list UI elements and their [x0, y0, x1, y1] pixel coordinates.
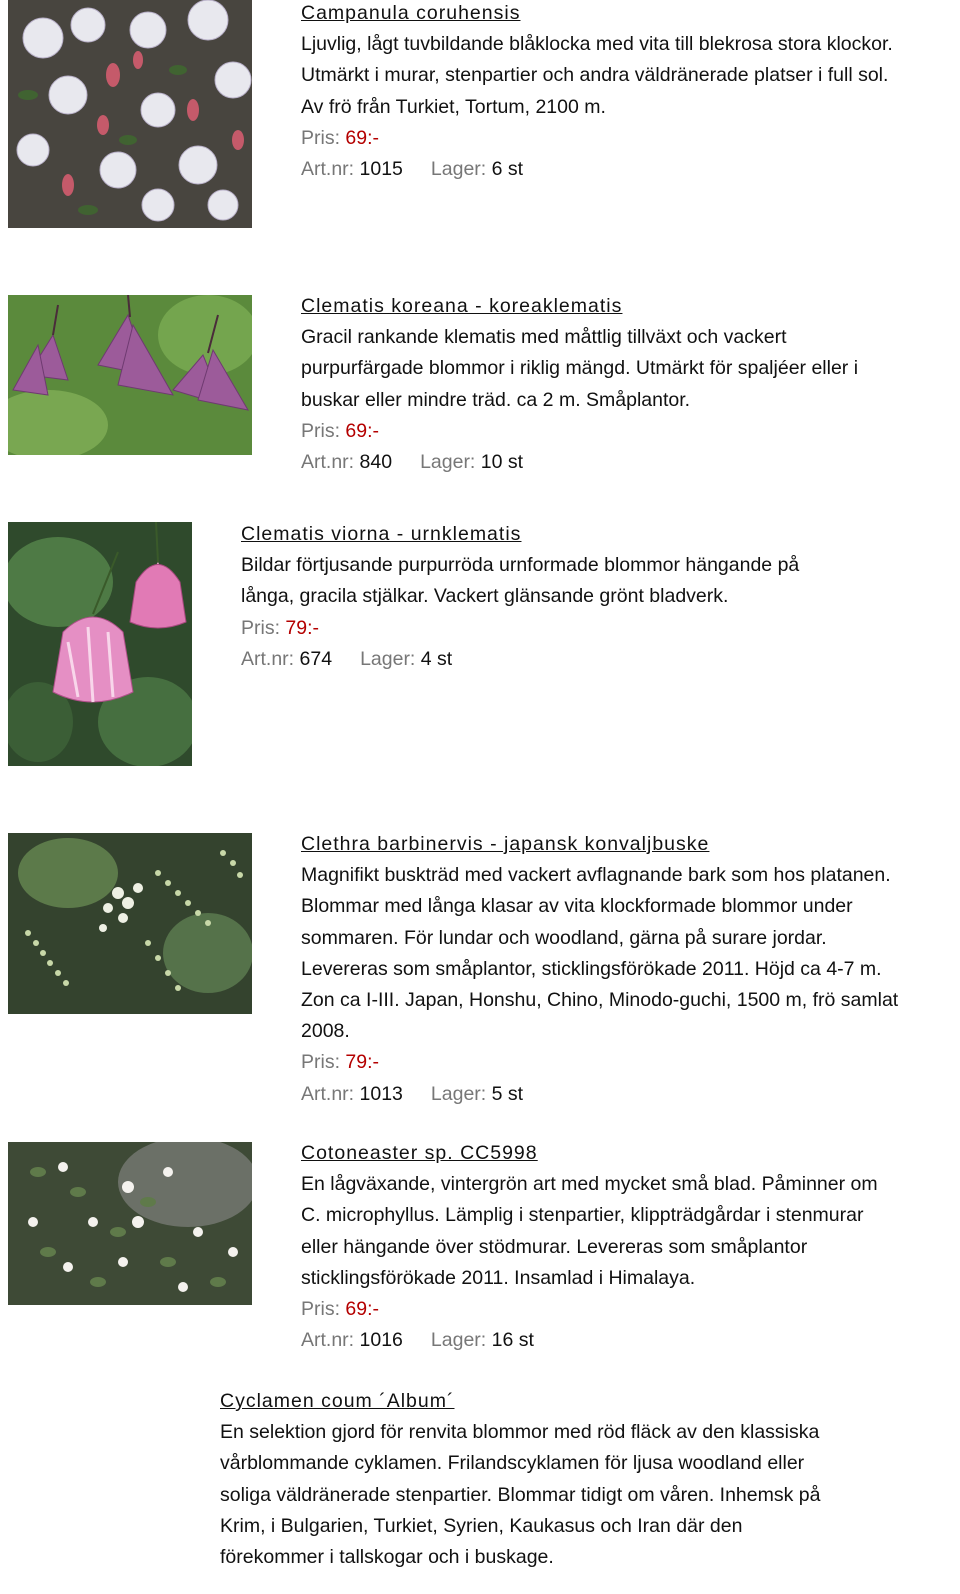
product-title[interactable] [301, 1138, 951, 1169]
stock-line [301, 1079, 951, 1110]
stock-label: Lager: [420, 451, 476, 474]
price-value: 79:- [285, 616, 320, 639]
price-value: 69:- [345, 1298, 380, 1321]
description-line: Av frö från Turkiet, Tortum, 2100 m. [301, 95, 606, 118]
price-label: Pris: [301, 419, 340, 442]
stock-value: 5 st [491, 1082, 524, 1105]
stock-value: 4 st [420, 647, 453, 670]
cotoneaster-photo[interactable] [8, 1142, 252, 1305]
description-line: Krim, i Bulgarien, Turkiet, Syrien, Kaukasus och Iran där den [220, 1514, 743, 1537]
description-line: Bildar förtjusande purpurröda urnformade blommor hängande på [241, 554, 800, 577]
product-title[interactable] [241, 519, 941, 550]
description-line: långa, gracila stjälkar. Vackert glänsande grönt bladverk. [241, 585, 729, 608]
campanula-photo[interactable] [8, 0, 252, 228]
artnr-value: 674 [299, 647, 333, 670]
description-line: Blommar med långa klasar av vita klockformade blommor under [301, 895, 853, 918]
description-line: Ljuvlig, lågt tuvbildande blåklocka med vita till blekrosa stora klockor. [301, 33, 893, 56]
description-line: sticklingsförökade 2011. Insamlad i Himalaya. [301, 1266, 696, 1289]
price-line [301, 123, 951, 154]
artnr-value: 1016 [359, 1329, 403, 1352]
stock-line [241, 644, 941, 675]
clematis-viorna-photo[interactable] [8, 522, 192, 766]
stock-value: 16 st [491, 1329, 534, 1352]
clethra-photo[interactable] [8, 833, 252, 1014]
description-line: Levereras som småplantor, sticklingsförökade 2011. Höjd ca 4-7 m. [301, 957, 882, 980]
description-line: Zon ca I-III. Japan, Honshu, Chino, Minodo-guchi, 1500 m, frö samlat [301, 989, 899, 1012]
stock-label: Lager: [430, 1082, 487, 1105]
stock-line [301, 154, 951, 185]
artnr-value: 840 [359, 451, 393, 474]
product-title-link[interactable]: Clematis koreana - koreaklematis [301, 295, 623, 317]
description-line: sommaren. För lundar och woodland, gärna på surare jordar. [301, 926, 827, 949]
product-title[interactable] [220, 1386, 950, 1417]
price-line [301, 1294, 951, 1325]
product-title-link[interactable]: Cotoneaster sp. CC5998 [301, 1142, 538, 1164]
description-line: purpurfärgade blommor i riklig mängd. Utmärkt för spaljéer eller i [301, 357, 859, 380]
description-line: förekommer i tallskogar och i buskage. [220, 1546, 554, 1569]
price-label: Pris: [301, 1051, 340, 1074]
price-label: Pris: [241, 616, 280, 639]
artnr-label: Art.nr: [301, 451, 355, 474]
price-line [301, 1047, 951, 1078]
stock-line [301, 1325, 951, 1356]
description-line: buskar eller mindre träd. ca 2 m. Småplantor. [301, 388, 691, 411]
product-title-link[interactable]: Cyclamen coum ´Album´ [220, 1390, 455, 1412]
artnr-label: Art.nr: [241, 647, 295, 670]
price-label: Pris: [301, 1298, 340, 1321]
price-label: Pris: [301, 126, 340, 149]
description-line: 2008. [301, 1020, 350, 1043]
description-line: Gracil rankande klematis med måttlig tillväxt och vackert [301, 326, 787, 349]
description-line: eller hängande över stödmurar. Levereras som småplantor [301, 1235, 808, 1258]
description-line: Magnifikt buskträd med vackert avflagnande bark som hos platanen. [301, 864, 891, 887]
product-title[interactable] [301, 0, 951, 29]
price-line [301, 416, 951, 447]
product-title-link[interactable]: Clethra barbinervis - japansk konvaljbuske [301, 833, 710, 855]
description-line: soliga väldränerade stenpartier. Blommar tidigt om våren. Inhemsk på [220, 1483, 821, 1506]
product-title[interactable] [301, 829, 951, 860]
price-value: 79:- [345, 1051, 380, 1074]
stock-value: 6 st [491, 158, 524, 181]
price-line [241, 613, 941, 644]
stock-line [301, 447, 951, 478]
clematis-koreana-photo[interactable] [8, 295, 252, 455]
stock-value: 10 st [480, 451, 524, 474]
description-line: En lågväxande, vintergrön art med mycket små blad. Påminner om [301, 1173, 878, 1196]
stock-label: Lager: [430, 1329, 487, 1352]
product-title[interactable] [301, 291, 951, 322]
price-value: 69:- [345, 126, 380, 149]
product-title-link[interactable]: Clematis viorna - urnklematis [241, 523, 522, 545]
artnr-value: 1015 [359, 158, 403, 181]
stock-label: Lager: [430, 158, 487, 181]
artnr-value: 1013 [359, 1082, 403, 1105]
description-line: Utmärkt i murar, stenpartier och andra väldränerade platser i full sol. [301, 64, 889, 87]
description-line: C. microphyllus. Lämplig i stenpartier, klippträdgårdar i stenmurar [301, 1204, 864, 1227]
product-title-link[interactable]: Campanula coruhensis [301, 2, 521, 24]
artnr-label: Art.nr: [301, 1329, 355, 1352]
stock-label: Lager: [360, 647, 416, 670]
description-line: vårblommande cyklamen. Frilandscyklamen för ljusa woodland eller [220, 1452, 805, 1475]
artnr-label: Art.nr: [301, 158, 355, 181]
artnr-label: Art.nr: [301, 1082, 355, 1105]
price-value: 69:- [345, 419, 380, 442]
description-line: En selektion gjord för renvita blommor med röd fläck av den klassiska [220, 1421, 820, 1444]
